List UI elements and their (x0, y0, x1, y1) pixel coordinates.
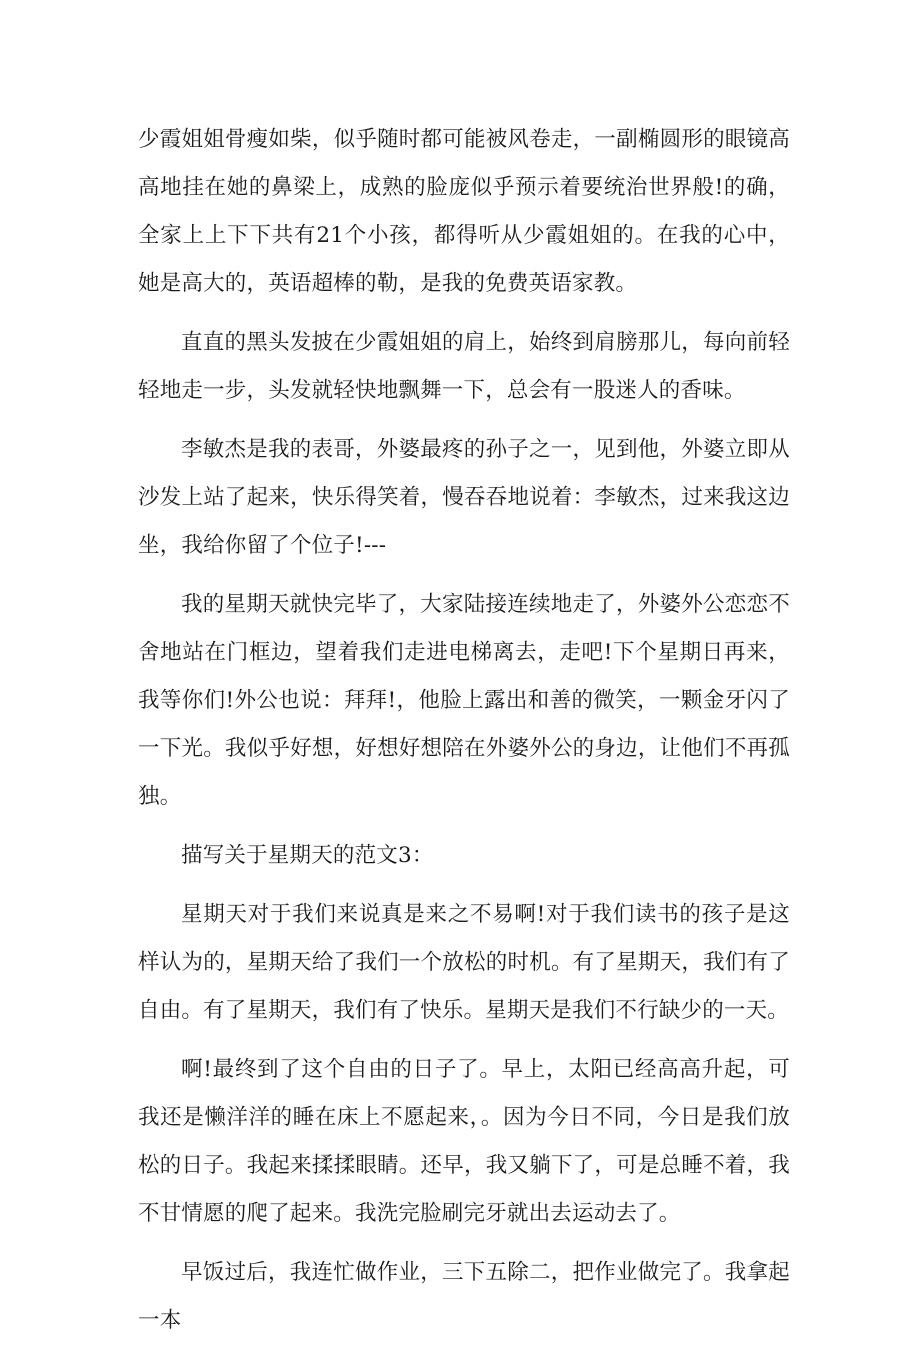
paragraph: 少霞姐姐骨瘦如柴，似乎随时都可能被风卷走，一副椭圆形的眼镜高高地挂在她的鼻梁上，成熟的脸庞似乎预示着要统治世界般!的确，全家上上下下共有21个小孩，都得听从少霞姐姐的。在我的心中，她是高大的，英语超棒的勒，是我的免费英语家教。 (138, 127, 790, 296)
paragraph: 星期天对于我们来说真是来之不易啊!对于我们读书的孩子是这样认为的，星期天给了我们一个放松的时机。有了星期天，我们有了自由。有了星期天，我们有了快乐。星期天是我们不行缺少的一天。 (138, 902, 790, 1023)
paragraph: 早饭过后，我连忙做作业，三下五除二，把作业做完了。我拿起一本 (138, 1260, 790, 1333)
paragraph: 直直的黑头发披在少霞姐姐的肩上，始终到肩膀那儿，每向前轻轻地走一步，头发就轻快地飘舞一下，总会有一股迷人的香味。 (138, 330, 790, 403)
paragraph: 李敏杰是我的表哥，外婆最疼的孙子之一，见到他，外婆立即从沙发上站了起来，快乐得笑着，慢吞吞地说着：李敏杰，过来我这边坐，我给你留了个位子!--- (138, 437, 790, 558)
paragraph: 啊!最终到了这个自由的日子了。早上，太阳已经高高升起，可我还是懒洋洋的睡在床上不愿起来，。因为今日不同，今日是我们放松的日子。我起来揉揉眼睛。还早，我又躺下了，可是总睡不着，我不甘情愿的爬了起来。我洗完脸刷完牙就出去运动去了。 (138, 1057, 790, 1226)
section-heading: 描写关于星期天的范文3： (181, 843, 434, 868)
document-body (138, 116, 790, 1356)
paragraph: 我的星期天就快完毕了，大家陆接连续地走了，外婆外公恋恋不舍地站在门框边，望着我们走进电梯离去，走吧!下个星期日再来，我等你们!外公也说：拜拜!，他脸上露出和善的微笑，一颗金牙闪了一下光。我似乎好想，好想好想陪在外婆外公的身边，让他们不再孤独。 (138, 592, 790, 809)
